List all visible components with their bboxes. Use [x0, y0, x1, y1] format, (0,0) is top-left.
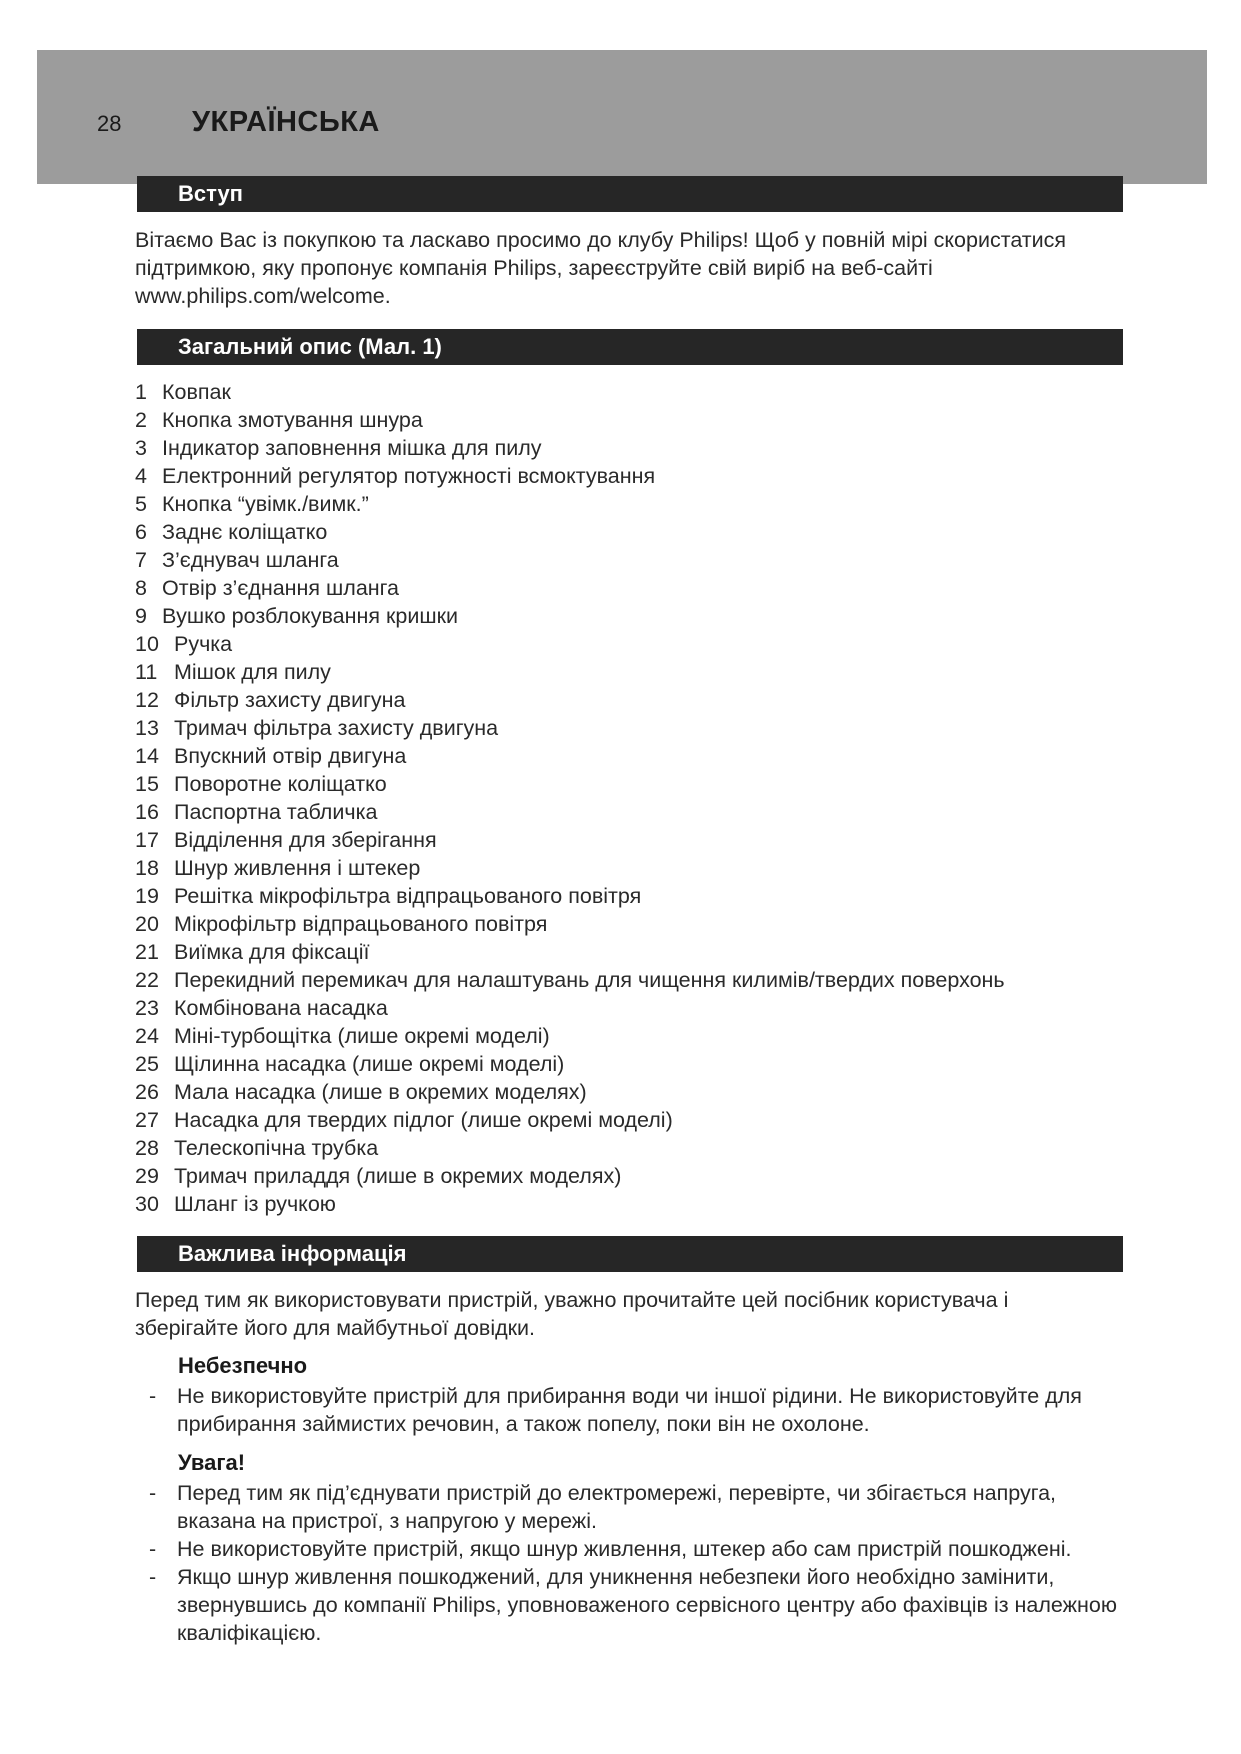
- list-item: 1 Ковпак: [135, 380, 231, 404]
- list-item: 6 Заднє коліщатко: [135, 520, 328, 544]
- list-item: 2 Кнопка змотування шнура: [135, 408, 423, 432]
- danger-list: [148, 1382, 1128, 1438]
- list-item: 15 Поворотне коліщатко: [135, 772, 387, 796]
- list-item: 17 Відділення для зберігання: [135, 828, 437, 852]
- list-item: 29 Тримач приладдя (лише в окремих моделях): [135, 1164, 622, 1188]
- list-item: 14 Впускний отвір двигуна: [135, 744, 407, 768]
- list-item: 22 Перекидний перемикач для налаштувань для чищення килимів/твердих поверхонь: [135, 968, 1005, 992]
- list-item: 10 Ручка: [135, 632, 233, 656]
- list-item: 9 Вушко розблокування кришки: [135, 604, 458, 628]
- list-item: 23 Комбінована насадка: [135, 996, 388, 1020]
- list-item: 12 Фільтр захисту двигуна: [135, 688, 406, 712]
- danger-heading: Небезпечно: [178, 1353, 308, 1378]
- section-heading-important: Важлива інформація: [137, 1236, 1123, 1272]
- list-item: 25 Щілинна насадка (лише окремі моделі): [135, 1052, 565, 1076]
- language-title: УКРАЇНСЬКА: [192, 106, 380, 138]
- list-item: 3 Індикатор заповнення мішка для пилу: [135, 436, 542, 460]
- list-item: 30 Шланг із ручкою: [135, 1192, 336, 1216]
- list-item: 8 Отвір з’єднання шланга: [135, 576, 399, 600]
- important-intro-paragraph: Перед тим як використовувати пристрій, уважно прочитайте цей посібник користувача і зберігайте його для майбутньої довідки.: [135, 1288, 1009, 1340]
- warning-list: [148, 1479, 1128, 1647]
- section-heading-description: Загальний опис (Мал. 1): [137, 329, 1123, 365]
- list-item: 5 Кнопка “увімк./вимк.”: [135, 492, 369, 516]
- list-item: 26 Мала насадка (лише в окремих моделях): [135, 1080, 587, 1104]
- list-item: - Не використовуйте пристрій для прибирання води чи іншої рідини. Не використовуйте для прибирання займистих речовин, а також попелу, поки він не охолоне.: [149, 1384, 1082, 1436]
- list-item: 24 Міні-турбощітка (лише окремі моделі): [135, 1024, 550, 1048]
- warning-heading: Увага!: [178, 1450, 246, 1475]
- list-item: 21 Виїмка для фіксації: [135, 940, 370, 964]
- list-item: 19 Решітка мікрофільтра відпрацьованого повітря: [135, 884, 642, 908]
- section-heading-intro: Вступ: [137, 176, 1123, 212]
- page-number: 28: [97, 111, 122, 136]
- list-item: 27 Насадка для твердих підлог (лише окремі моделі): [135, 1108, 673, 1132]
- list-item: 7 З’єднувач шланга: [135, 548, 339, 572]
- list-item: 18 Шнур живлення і штекер: [135, 856, 421, 880]
- list-item: 28 Телескопічна трубка: [135, 1136, 379, 1160]
- parts-list: [135, 378, 1005, 1218]
- list-item: - Не використовуйте пристрій, якщо шнур живлення, штекер або сам пристрій пошкоджені.: [149, 1537, 1072, 1561]
- list-item: 16 Паспортна табличка: [135, 800, 378, 824]
- list-item: 4 Електронний регулятор потужності всмоктування: [135, 464, 656, 488]
- list-item: 11 Мішок для пилу: [135, 660, 331, 684]
- list-item: - Якщо шнур живлення пошкоджений, для уникнення небезпеки його необхідно замінити, звернувшись до компанії Philips, уповноваженого сервісного центру або фахівців із належною кваліфікацією.: [149, 1565, 1117, 1645]
- intro-paragraph: Вітаємо Вас із покупкою та ласкаво просимо до клубу Philips! Щоб у повній мірі скористатися підтримкою, яку пропонує компанія Philips, зареєструйте свій виріб на веб-сайті www.philips.com/welcome.: [135, 228, 1067, 308]
- list-item: 20 Мікрофільтр відпрацьованого повітря: [135, 912, 548, 936]
- list-item: 13 Тримач фільтра захисту двигуна: [135, 716, 499, 740]
- list-item: - Перед тим як під’єднувати пристрій до електромережі, перевірте, чи збігається напруга, вказана на пристрої, з напругою у мережі.: [149, 1481, 1057, 1533]
